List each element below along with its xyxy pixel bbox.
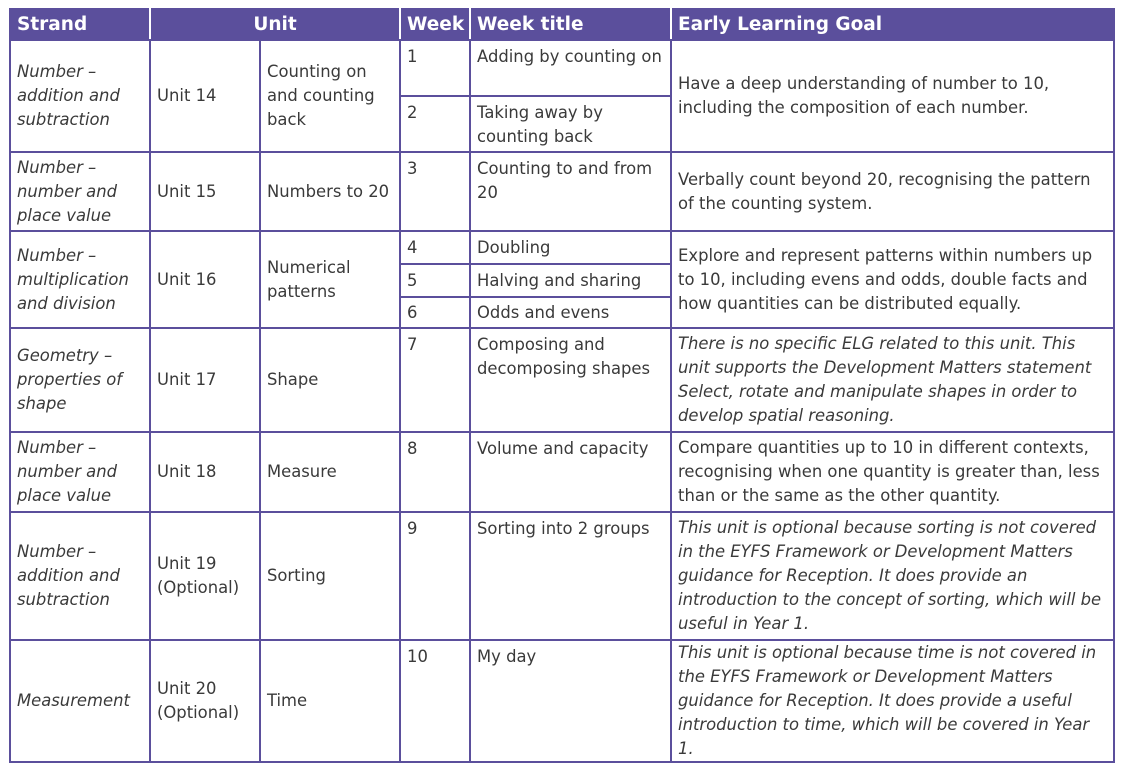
table-row — [10, 328, 1114, 432]
week-cell: 9 — [400, 512, 470, 640]
table-row — [10, 152, 1114, 231]
week-title-cell: Sorting into 2 groups — [470, 512, 671, 640]
week-cell: 10 — [400, 640, 470, 762]
unit-number-cell: Unit 16 — [150, 231, 260, 328]
week-cell: 5 — [400, 264, 470, 297]
week-cell: 2 — [400, 96, 470, 152]
week-title-cell: Volume and capacity — [470, 432, 671, 512]
strand-cell: Number – number and place value — [10, 432, 150, 512]
elg-cell: There is no specific ELG related to this unit. This unit supports the Development Matters statement Select, rotate and manipulate shapes in order to develop spatial reasoning. — [671, 328, 1114, 432]
unit-number-cell: Unit 20 (Optional) — [150, 640, 260, 762]
elg-cell: Have a deep understanding of number to 10, including the composition of each number. — [671, 40, 1114, 152]
week-cell: 6 — [400, 297, 470, 328]
unit-name-cell: Measure — [260, 432, 400, 512]
strand-cell: Number – addition and subtraction — [10, 512, 150, 640]
unit-name-cell: Numbers to 20 — [260, 152, 400, 231]
elg-cell: Explore and represent patterns within numbers up to 10, including evens and odds, double facts and how quantities can be distributed equally. — [671, 231, 1114, 328]
week-title-cell: My day — [470, 640, 671, 762]
header-strand: Strand — [10, 9, 150, 40]
strand-cell: Number – multiplication and division — [10, 231, 150, 328]
elg-cell: This unit is optional because sorting is not covered in the EYFS Framework or Development Matters guidance for Reception. It does provide an introduction to the concept of sorting, which will be useful in Year 1. — [671, 512, 1114, 640]
unit-name-cell: Numerical patterns — [260, 231, 400, 328]
unit-name-cell: Counting on and counting back — [260, 40, 400, 152]
week-title-cell: Taking away by counting back — [470, 96, 671, 152]
elg-cell: Compare quantities up to 10 in different contexts, recognising when one quantity is greater than, less than or the same as the other quantity. — [671, 432, 1114, 512]
week-title-cell: Doubling — [470, 231, 671, 264]
table-row — [10, 40, 1114, 96]
week-cell: 4 — [400, 231, 470, 264]
table-row — [10, 640, 1114, 762]
unit-number-cell: Unit 14 — [150, 40, 260, 152]
unit-number-cell: Unit 17 — [150, 328, 260, 432]
week-title-cell: Odds and evens — [470, 297, 671, 328]
unit-number-cell: Unit 15 — [150, 152, 260, 231]
week-cell: 8 — [400, 432, 470, 512]
week-title-cell: Adding by counting on — [470, 40, 671, 96]
header-week: Week — [400, 9, 470, 40]
unit-name-cell: Sorting — [260, 512, 400, 640]
header-row — [10, 9, 1114, 40]
header-week-title: Week title — [470, 9, 671, 40]
table-row — [10, 231, 1114, 264]
week-cell: 3 — [400, 152, 470, 231]
strand-cell: Geometry – properties of shape — [10, 328, 150, 432]
unit-number-cell: Unit 18 — [150, 432, 260, 512]
table-row — [10, 432, 1114, 512]
week-title-cell: Halving and sharing — [470, 264, 671, 297]
week-cell: 1 — [400, 40, 470, 96]
week-title-cell: Counting to and from 20 — [470, 152, 671, 231]
strand-cell: Number – number and place value — [10, 152, 150, 231]
header-elg: Early Learning Goal — [671, 9, 1114, 40]
strand-cell: Number – addition and subtraction — [10, 40, 150, 152]
header-unit: Unit — [150, 9, 400, 40]
elg-cell: Verbally count beyond 20, recognising the pattern of the counting system. — [671, 152, 1114, 231]
strand-cell: Measurement — [10, 640, 150, 762]
unit-name-cell: Shape — [260, 328, 400, 432]
elg-cell: This unit is optional because time is not covered in the EYFS Framework or Development Matters guidance for Reception. It does provide a useful introduction to time, which will be covered in Year 1. — [671, 640, 1114, 762]
table-row — [10, 512, 1114, 640]
curriculum-table — [9, 8, 1115, 763]
unit-name-cell: Time — [260, 640, 400, 762]
week-title-cell: Composing and decomposing shapes — [470, 328, 671, 432]
unit-number-cell: Unit 19 (Optional) — [150, 512, 260, 640]
week-cell: 7 — [400, 328, 470, 432]
